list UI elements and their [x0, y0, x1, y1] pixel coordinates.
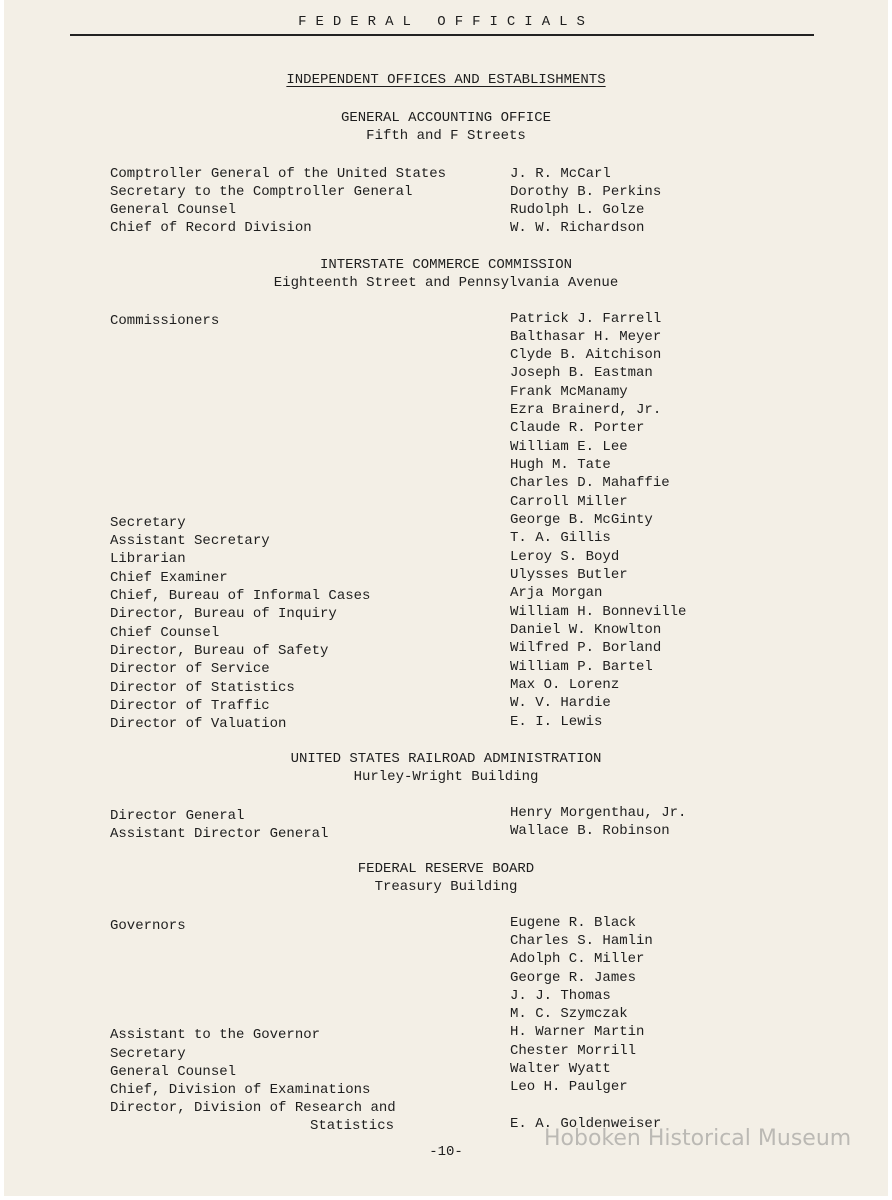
official-name: Adolph C. Miller — [510, 951, 645, 967]
official-name: Wilfred P. Borland — [510, 640, 662, 656]
position-label: Director of Valuation — [110, 716, 287, 732]
position-label: Director of Service — [110, 661, 270, 677]
position-label: General Counsel — [110, 1064, 237, 1080]
official-name: George B. McGinty — [510, 512, 653, 528]
section-address: Treasury Building — [374, 879, 518, 895]
position-label: Chief, Division of Examinations — [110, 1082, 371, 1098]
official-name: Leo H. Paulger — [510, 1079, 628, 1095]
official-name: H. Warner Martin — [510, 1024, 645, 1040]
position-label: Chief Counsel — [110, 625, 220, 641]
section-title: UNITED STATES RAILROAD ADMINISTRATION — [290, 751, 602, 767]
position-label: Secretary to the Comptroller General — [110, 184, 413, 200]
section-address: Fifth and F Streets — [366, 128, 526, 144]
official-name: Eugene R. Black — [510, 915, 637, 931]
official-name: Carroll Miller — [510, 494, 628, 510]
official-name: Dorothy B. Perkins — [510, 184, 662, 200]
position-label: Statistics — [310, 1118, 395, 1134]
position-label: Director, Bureau of Inquiry — [110, 606, 337, 622]
position-label: Secretary — [110, 1046, 186, 1062]
official-name: E. I. Lewis — [510, 714, 603, 730]
official-name: George R. James — [510, 970, 637, 986]
official-name: Clyde B. Aitchison — [510, 347, 662, 363]
position-label: Governors — [110, 918, 186, 934]
position-label: Director of Statistics — [110, 680, 295, 696]
official-name: William P. Bartel — [510, 659, 653, 675]
section-title: FEDERAL RESERVE BOARD — [357, 861, 535, 877]
official-name: Leroy S. Boyd — [510, 549, 620, 565]
official-name: J. J. Thomas — [510, 988, 611, 1004]
position-label: General Counsel — [110, 202, 237, 218]
position-label: Commissioners — [110, 313, 220, 329]
position-label: Chief, Bureau of Informal Cases — [110, 588, 371, 604]
official-name: Charles S. Hamlin — [510, 933, 653, 949]
running-head: FEDERAL OFFICIALS — [298, 14, 594, 30]
official-name: Joseph B. Eastman — [510, 365, 653, 381]
section-title: GENERAL ACCOUNTING OFFICE — [340, 110, 552, 126]
document-page — [4, 0, 888, 1196]
official-name: M. C. Szymczak — [510, 1006, 628, 1022]
official-name: Frank McManamy — [510, 384, 628, 400]
position-label: Assistant Secretary — [110, 533, 270, 549]
section-title: INTERSTATE COMMERCE COMMISSION — [319, 257, 573, 273]
official-name: William E. Lee — [510, 439, 628, 455]
official-name: T. A. Gillis — [510, 530, 611, 546]
official-name: W. V. Hardie — [510, 695, 611, 711]
official-name: Henry Morgenthau, Jr. — [510, 805, 687, 821]
official-name: Hugh M. Tate — [510, 457, 611, 473]
position-label: Director of Traffic — [110, 698, 270, 714]
position-label: Director, Division of Research and — [110, 1100, 396, 1116]
position-label: Assistant to the Governor — [110, 1027, 321, 1043]
position-label: Comptroller General of the United States — [110, 166, 447, 182]
header-rule — [70, 34, 814, 36]
official-name: Chester Morrill — [510, 1043, 637, 1059]
position-label: Director General — [110, 808, 245, 824]
page-number: -10- — [429, 1144, 463, 1160]
section-address: Eighteenth Street and Pennsylvania Avenue — [273, 275, 619, 291]
official-name: W. W. Richardson — [510, 220, 645, 236]
official-name: Wallace B. Robinson — [510, 823, 670, 839]
official-name: Charles D. Mahaffie — [510, 475, 670, 491]
official-name: Ulysses Butler — [510, 567, 628, 583]
position-label: Assistant Director General — [110, 826, 329, 842]
museum-watermark: Hoboken Historical Museum — [544, 1126, 852, 1151]
main-title: INDEPENDENT OFFICES AND ESTABLISHMENTS — [286, 72, 606, 88]
position-label: Director, Bureau of Safety — [110, 643, 329, 659]
official-name: Walter Wyatt — [510, 1061, 611, 1077]
official-name: Ezra Brainerd, Jr. — [510, 402, 662, 418]
position-label: Secretary — [110, 515, 186, 531]
official-name: J. R. McCarl — [510, 166, 611, 182]
official-name: Patrick J. Farrell — [510, 311, 662, 327]
official-name: William H. Bonneville — [510, 604, 687, 620]
section-address: Hurley-Wright Building — [353, 769, 539, 785]
position-label: Chief Examiner — [110, 570, 228, 586]
official-name: Daniel W. Knowlton — [510, 622, 662, 638]
official-name: E. A. Goldenweiser — [510, 1116, 662, 1132]
official-name: Balthasar H. Meyer — [510, 329, 662, 345]
official-name: Rudolph L. Golze — [510, 202, 645, 218]
official-name: Max O. Lorenz — [510, 677, 620, 693]
position-label: Librarian — [110, 551, 186, 567]
position-label: Chief of Record Division — [110, 220, 312, 236]
official-name: Claude R. Porter — [510, 420, 645, 436]
official-name: Arja Morgan — [510, 585, 603, 601]
